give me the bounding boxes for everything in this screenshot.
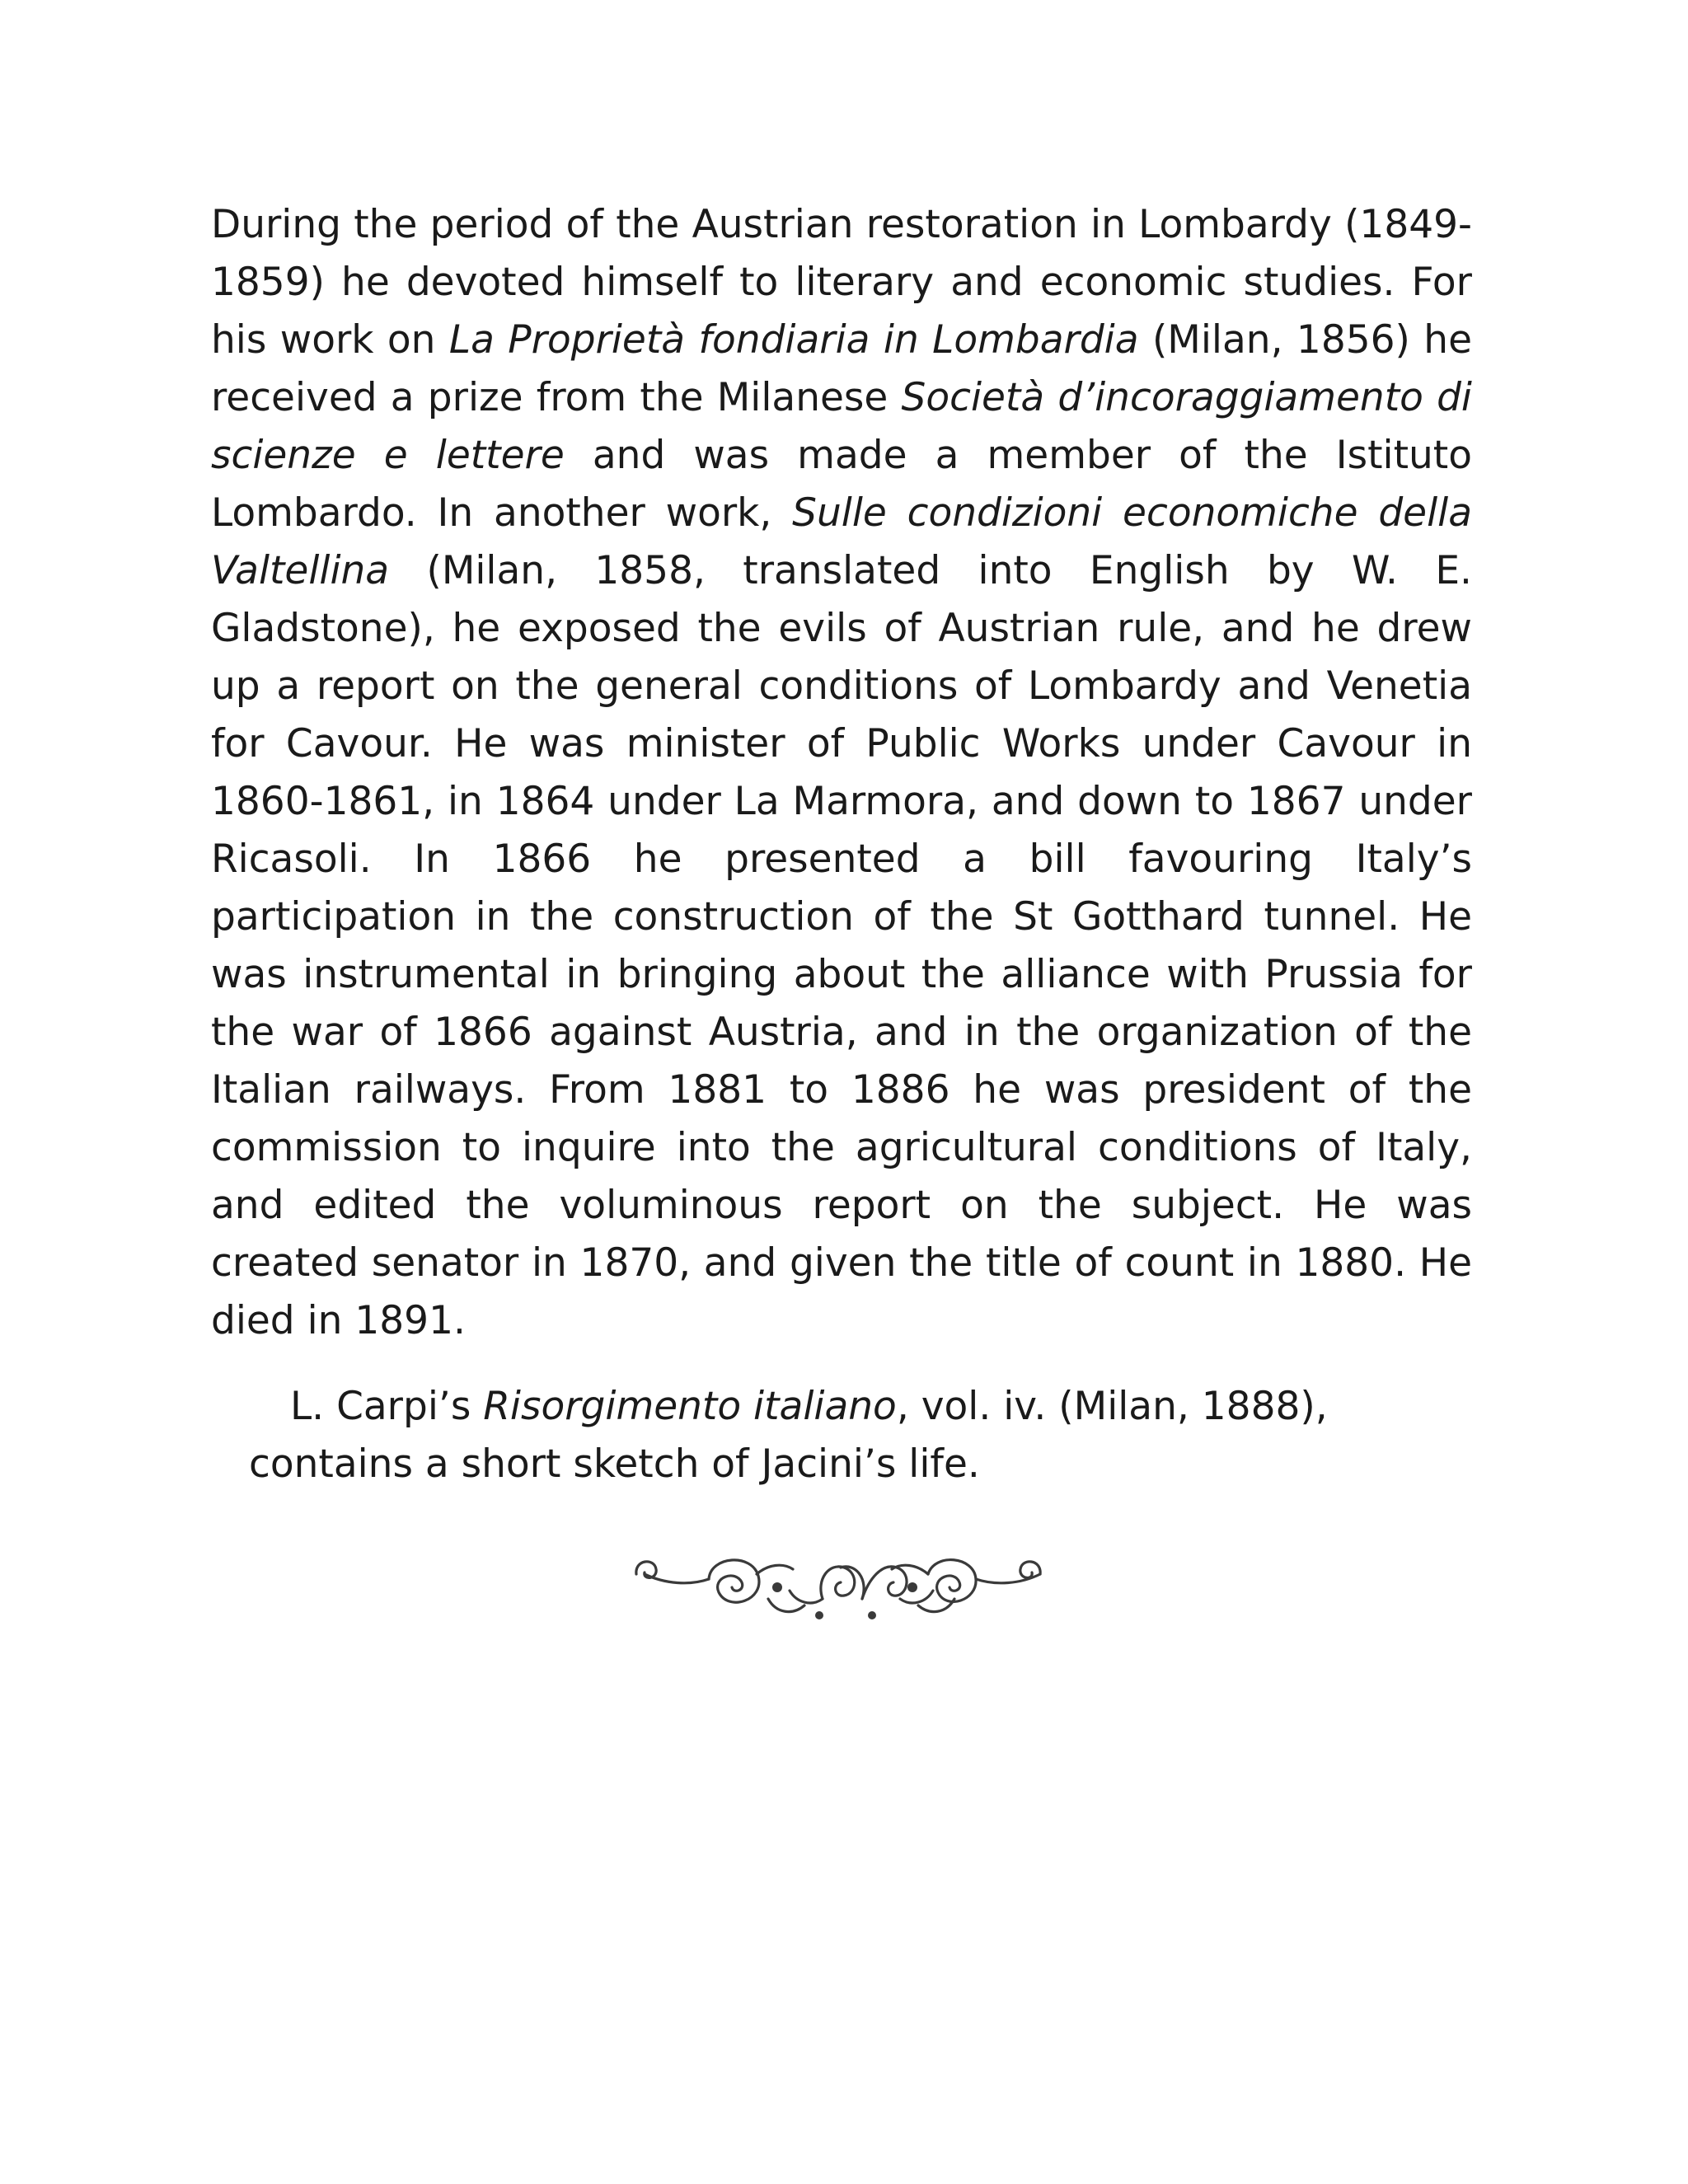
page-body [211, 196, 1472, 1493]
work-title-proprieta: La Proprietà fondiaria in Lombardia [448, 317, 1139, 363]
society-name: Società d’incoraggiamento di scienze e lettere [211, 375, 1472, 478]
text-run: L. Carpi’s [290, 1384, 484, 1429]
scroll-flourish-ornament-icon [628, 1541, 1057, 1632]
reference-title: Risorgimento italiano [483, 1384, 897, 1429]
text-run: and was made a member of the Istituto Lombardo. In another work, [211, 433, 1472, 536]
text-run: , vol. iv. (Milan, 1888), contains a short sketch of Jacini’s life. [249, 1384, 1328, 1487]
text-run: (Milan, 1858, translated into English by W. E. Gladstone), he exposed the evils of Austrian rule, and he drew up a report on the general conditions of Lombardy and Venetia for Cavour. He was minister of Public Works under Cavour in 1860-1861, in 1864 under La Marmora, and down to 1867 under Ricasoli. In 1866 he presented a bill favouring Italy’s participation in the construction of the St Gotthard tunnel. He was instrumental in bringing about the alliance with Prussia for the war of 1866 against Austria, and in the organization of the Italian railways. From 1881 to 1886 he was president of the commission to inquire into the agricultural conditions of Italy, and edited the voluminous report on the subject. He was created senator in 1870, and given the title of count in 1880. He died in 1891. [211, 548, 1472, 1343]
biography-paragraph [211, 196, 1472, 1350]
text-run: (Milan, 1856) he received a prize from the Milanese [211, 317, 1473, 420]
work-title-valtellina: Sulle condizioni economiche della Valtellina [211, 490, 1472, 593]
text-run: During the period of the Austrian restoration in Lombardy (1849-1859) he devoted himself to literary and economic studies. For his work on [211, 202, 1472, 363]
reference-paragraph [211, 1378, 1436, 1493]
